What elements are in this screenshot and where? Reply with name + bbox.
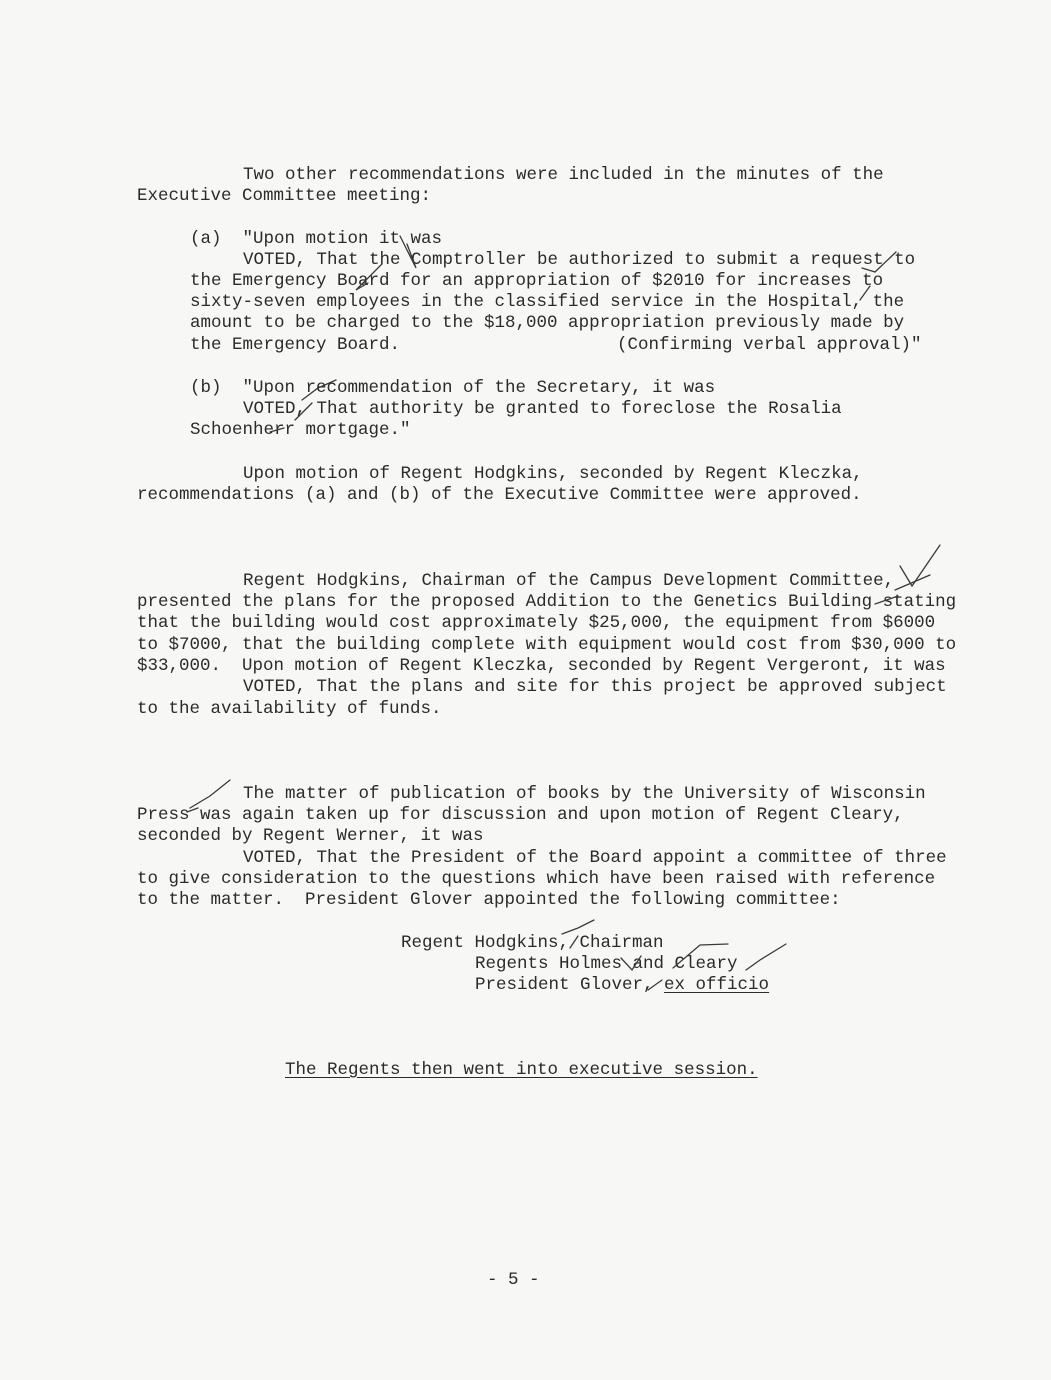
item-a-note: (Confirming verbal approval)" [617, 335, 922, 355]
check-mark [562, 920, 594, 934]
genetics-line-1: Regent Hodgkins, Chairman of the Campus Development Committee, [243, 571, 895, 591]
approval-line-1: Upon motion of Regent Hodgkins, seconded by Regent Kleczka, [243, 464, 863, 484]
genetics-line-3: that the building would cost approximately $25,000, the equipment from $6000 [137, 613, 936, 633]
ex-officio-label: ex officio [664, 975, 770, 995]
page-number: - 5 - [487, 1270, 540, 1290]
item-a-line-4: sixty-seven employees in the classified service in the Hospital, the [190, 292, 905, 312]
press-line-1: The matter of publication of books by the University of Wisconsin [243, 784, 926, 804]
genetics-line-5: $33,000. Upon motion of Regent Kleczka, seconded by Regent Vergeront, it was [137, 656, 946, 676]
press-line-5: to give consideration to the questions which have been raised with reference [137, 869, 936, 889]
approval-line-2: recommendations (a) and (b) of the Executive Committee were approved. [137, 485, 862, 505]
closing-line: The Regents then went into executive session. [285, 1060, 758, 1080]
item-a-line-3: the Emergency Board for an appropriation of $2010 for increases to [190, 271, 884, 291]
check-mark [900, 545, 940, 586]
item-a-line-5: amount to be charged to the $18,000 appropriation previously made by [190, 313, 905, 333]
committee-chair: Regent Hodgkins, Chairman [401, 933, 664, 953]
press-line-6: to the matter. President Glover appointed the following committee: [137, 890, 841, 910]
check-mark [895, 575, 930, 590]
intro-line-2: Executive Committee meeting: [137, 186, 432, 206]
press-line-2: Press was again taken up for discussion and upon motion of Regent Cleary, [137, 805, 904, 825]
committee-members: Regents Holmes and Cleary [475, 954, 738, 974]
genetics-line-2: presented the plans for the proposed Addition to the Genetics Building stating [137, 592, 957, 612]
genetics-line-7: to the availability of funds. [137, 699, 442, 719]
committee-ex-officio [475, 975, 769, 996]
press-line-4: VOTED, That the President of the Board appoint a committee of three [243, 848, 947, 868]
item-a-line-2: VOTED, That the Comptroller be authorized to submit a request to [243, 250, 916, 270]
intro-line-1: Two other recommendations were included in the minutes of the [243, 165, 884, 185]
genetics-line-6: VOTED, That the plans and site for this project be approved subject [243, 677, 947, 697]
check-mark [190, 780, 230, 808]
item-a-line-6: the Emergency Board. [190, 335, 401, 355]
check-mark [746, 944, 786, 970]
item-a-line-1: (a) "Upon motion it was [190, 229, 443, 249]
ex-officio-name: President Glover, [475, 975, 665, 995]
item-b-line-1: (b) "Upon recommendation of the Secretary, it was [190, 378, 716, 398]
press-line-3: seconded by Regent Werner, it was [137, 826, 484, 846]
genetics-line-4: to $7000, that the building complete with equipment would cost from $30,000 to [137, 635, 957, 655]
item-b-line-2: VOTED, That authority be granted to foreclose the Rosalia [243, 399, 842, 419]
item-b-line-3: Schoenherr mortgage." [190, 420, 411, 440]
